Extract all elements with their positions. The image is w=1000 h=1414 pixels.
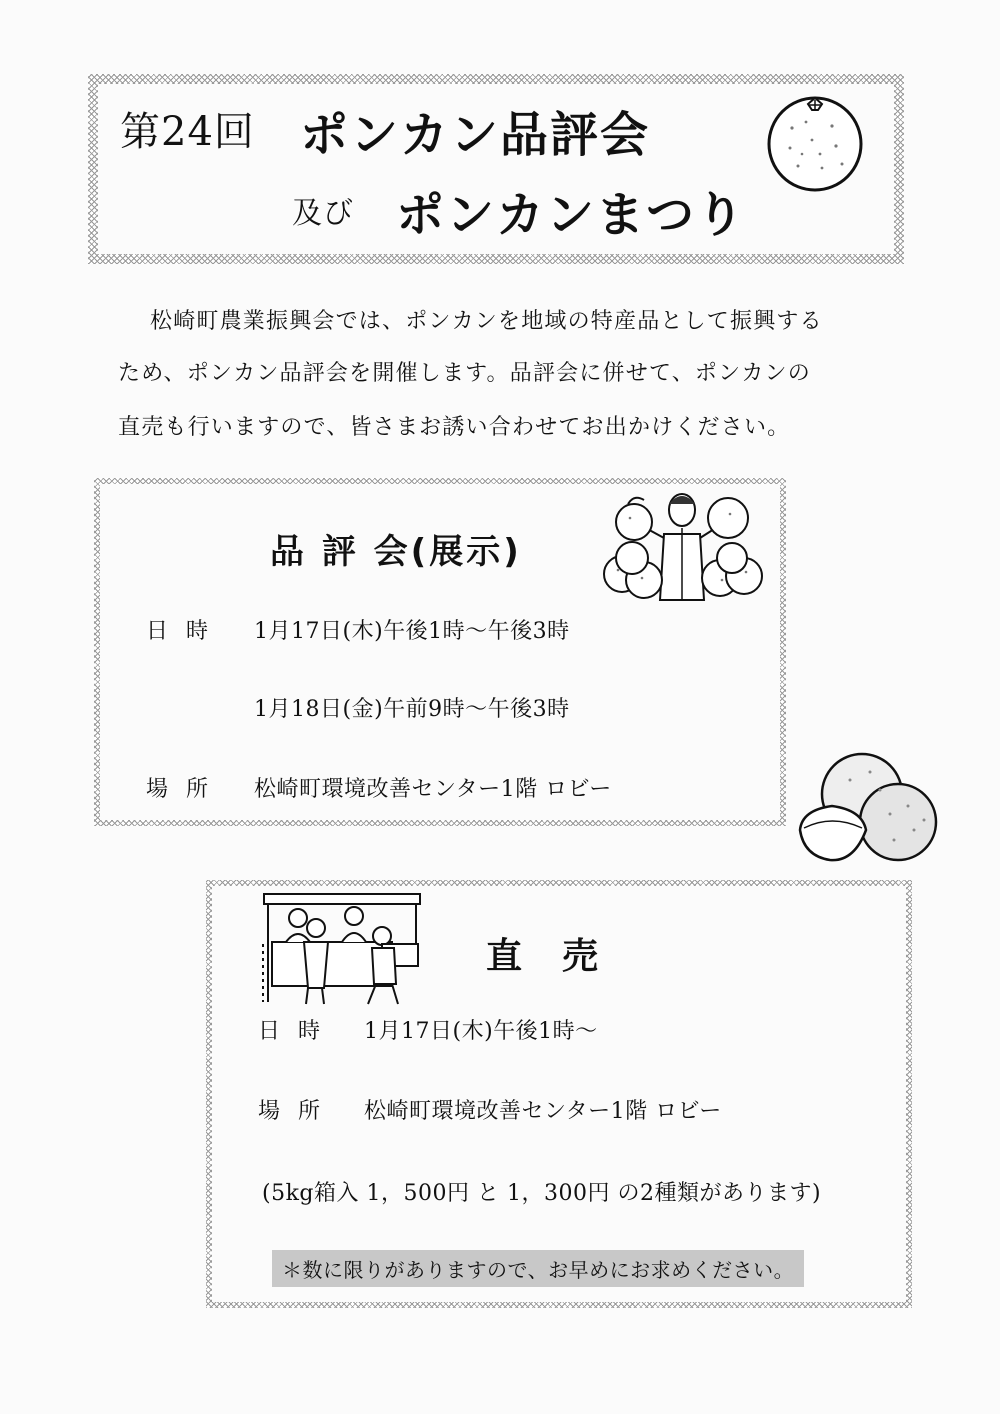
market-stall-icon — [262, 892, 422, 1010]
exhibit-place: 松崎町環境改善センター1階 ロビー — [254, 777, 612, 802]
exhibit-date-label: 日時 — [146, 619, 227, 644]
intro-line-3: 直売も行いますので、皆さまお誘い合わせてお出かけください。 — [118, 415, 791, 440]
vendor-with-oranges-icon — [598, 488, 766, 606]
intro-line-2: ため、ポンカン品評会を開催します。品評会に併せて、ポンカンの — [118, 361, 811, 386]
sales-price-note: (5kg箱入 1，500円 と 1，300円 の2種類があります) — [262, 1181, 822, 1206]
sales-place-row — [258, 1094, 722, 1125]
title-edition: 第24回 — [120, 109, 255, 155]
exhibit-place-label: 場所 — [146, 777, 227, 802]
exhibit-date-row-2 — [254, 692, 570, 723]
orange-icon — [762, 88, 868, 194]
exhibit-date-2: 1月18日(金)午前9時～午後3時 — [254, 697, 570, 722]
intro-line-1: 松崎町農業振興会では、ポンカンを地域の特産品として振興する — [150, 309, 823, 334]
sales-place-label: 場所 — [258, 1099, 339, 1124]
title-festival: ポンカンまつり — [396, 187, 747, 243]
exhibit-date-row-1 — [146, 614, 570, 645]
sales-notice: ＊数に限りがありますので、お早めにお求めください。 — [272, 1250, 804, 1287]
sales-place: 松崎町環境改善センター1階 ロビー — [364, 1099, 722, 1124]
sales-date: 1月17日(木)午後1時～ — [364, 1019, 598, 1044]
exhibit-date-1: 1月17日(木)午後1時～午後3時 — [254, 619, 570, 644]
title-main: ポンカン品評会 — [300, 107, 651, 163]
title-conjunction: 及び — [292, 196, 354, 231]
exhibit-title: 品 評 会(展示) — [270, 532, 522, 572]
sales-date-row — [258, 1014, 598, 1045]
sales-title: 直売 — [486, 936, 639, 977]
exhibit-place-row — [146, 772, 612, 803]
sales-date-label: 日時 — [258, 1019, 339, 1044]
oranges-icon — [794, 750, 950, 868]
